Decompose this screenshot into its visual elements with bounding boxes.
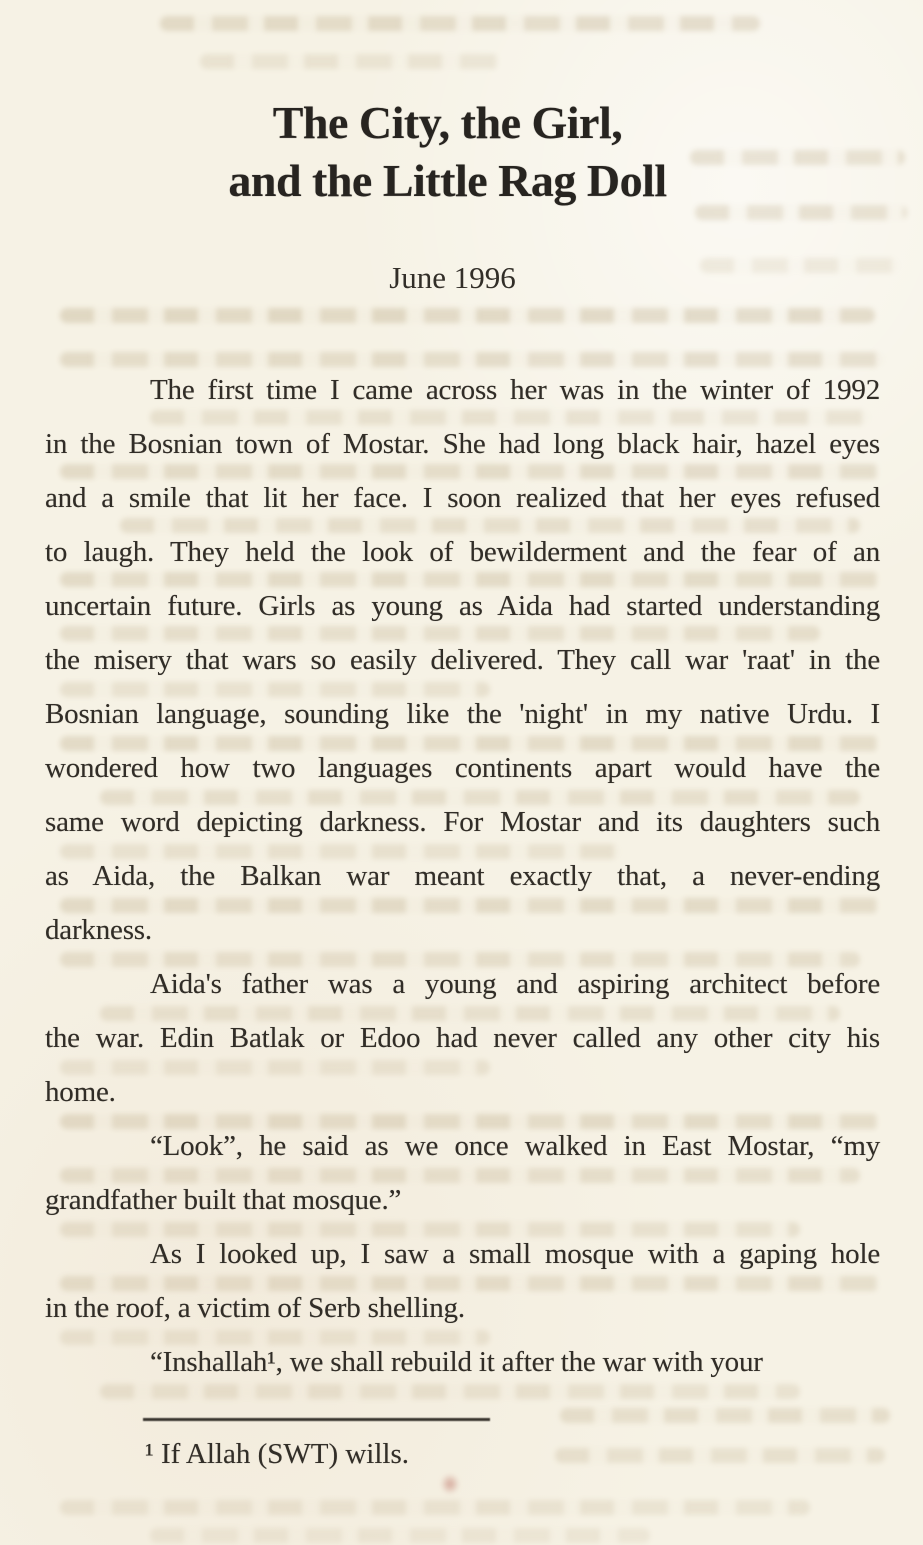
- footnote-text: ¹ If Allah (SWT) wills.: [145, 1438, 410, 1470]
- text-line: “Look”, he said as we once walked in East Mostar, “my: [150, 1130, 880, 1162]
- text-line: in the roof, a victim of Serb shelling.: [45, 1292, 465, 1324]
- body-text: [45, 363, 880, 1389]
- chapter-title-line1: The City, the Girl,: [272, 97, 623, 148]
- chapter-title-line2: and the Little Rag Doll: [228, 155, 667, 206]
- bleedthrough-line: [60, 1500, 810, 1515]
- text-line: wondered how two languages continents apart would have the: [45, 752, 880, 784]
- text-line: uncertain future. Girls as young as Aida had started understanding: [45, 590, 880, 622]
- text-line: grandfather built that mosque.”: [45, 1184, 402, 1216]
- bleedthrough-line: [150, 1528, 650, 1543]
- text-line: Aida's father was a young and aspiring architect before: [150, 968, 880, 1000]
- text-line: As I looked up, I saw a small mosque with a gaping hole: [150, 1238, 880, 1270]
- text-line: to laugh. They held the look of bewilderment and the fear of an: [45, 536, 880, 568]
- bleedthrough-line: [60, 308, 875, 323]
- bleedthrough-line: [160, 16, 760, 31]
- text-line: as Aida, the Balkan war meant exactly that, a never-ending: [45, 860, 880, 892]
- chapter-title: [0, 94, 923, 210]
- text-line: same word depicting darkness. For Mostar and its daughters such: [45, 806, 880, 838]
- text-line: “Inshallah¹, we shall rebuild it after the war with your: [150, 1346, 763, 1378]
- bleedthrough-line: [555, 1448, 885, 1463]
- chapter-date: June 1996: [389, 260, 516, 295]
- bleedthrough-line: [560, 1408, 890, 1423]
- text-line: Bosnian language, sounding like the 'night' in my native Urdu. I: [45, 698, 880, 730]
- text-line: and a smile that lit her face. I soon realized that her eyes refused: [45, 482, 880, 514]
- text-line: darkness.: [45, 914, 152, 946]
- text-line: the misery that wars so easily delivered. They call war 'raat' in the: [45, 644, 880, 676]
- text-line: The first time I came across her was in the winter of 1992: [150, 374, 880, 406]
- text-line: home.: [45, 1076, 116, 1108]
- text-line: in the Bosnian town of Mostar. She had long black hair, hazel eyes: [45, 428, 880, 460]
- text-line: the war. Edin Batlak or Edoo had never called any other city his: [45, 1022, 880, 1054]
- paper-smudge: [437, 1470, 463, 1498]
- bleedthrough-line: [200, 54, 500, 69]
- footnote-rule: [143, 1418, 490, 1421]
